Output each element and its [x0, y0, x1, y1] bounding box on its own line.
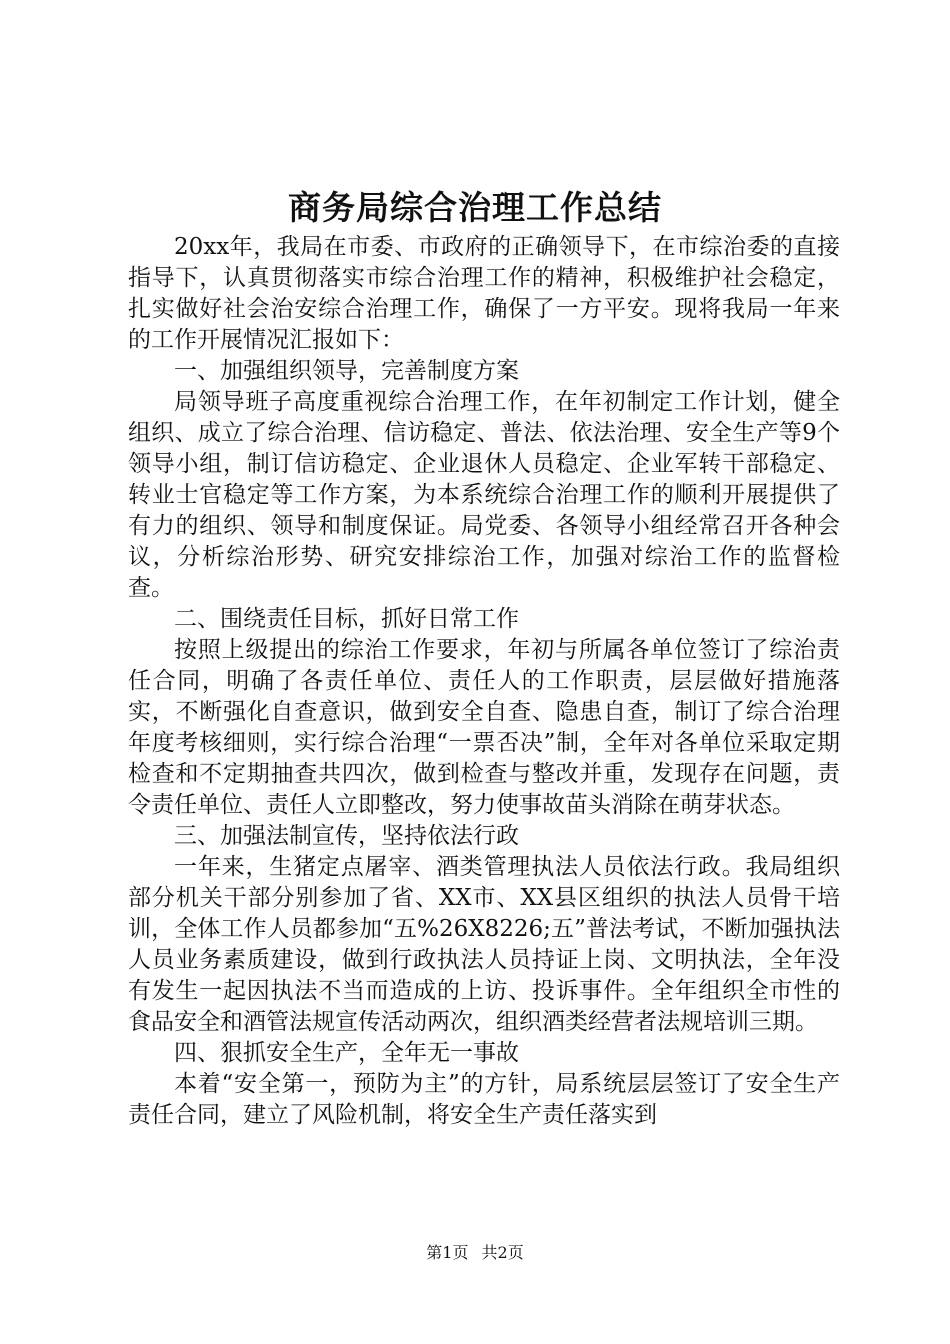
document-body [128, 232, 840, 1131]
section-heading-1: 一、加强组织领导，完善制度方案 [174, 358, 519, 384]
paragraph-section-3: 一年来，生猪定点屠宰、酒类管理执法人员依法行政。我局组织部分机关干部分别参加了省、XX市、XX县区组织的执法人员骨干培训，全体工作人员都参加“五%26X8226;五”普法考试，不断加强执法人员业务素质建设，做到行政执法人员持证上岗、文明执法，全年没有发生一起因执法不当而造成的上访、投诉事件。全年组织全市性的食品安全和酒管法规宣传活动两次，组织酒类经营者法规培训三期。 [128, 854, 840, 1035]
paragraph-section-1: 局领导班子高度重视综合治理工作，在年初制定工作计划，健全组织、成立了综合治理、信访稳定、普法、依法治理、安全生产等9个领导小组，制订信访稳定、企业退休人员稳定、企业军转干部稳定、转业士官稳定等工作方案，为本系统综合治理工作的顺利开展提供了有力的组织、领导和制度保证。局党委、各领导小组经常召开各种会议，分析综治形势、研究安排综治工作，加强对综治工作的监督检查。 [128, 389, 840, 601]
section-heading-4: 四、狠抓安全生产，全年无一事故 [174, 1040, 519, 1066]
document-title: 商务局综合治理工作总结 [288, 188, 662, 227]
paragraph-section-4: 本着“安全第一，预防为主”的方针，局系统层层签订了安全生产责任合同，建立了风险机制，将安全生产责任落实到 [128, 1071, 840, 1128]
section-heading-2: 二、围绕责任目标，抓好日常工作 [174, 606, 519, 632]
section-heading-3: 三、加强法制宣传，坚持依法行政 [174, 823, 519, 849]
page-total: 共2页 [481, 1243, 524, 1262]
page-number: 第1页 [426, 1243, 469, 1262]
paragraph-intro: 20xx年，我局在市委、市政府的正确领导下，在市综治委的直接指导下，认真贯彻落实市综合治理工作的精神，积极维护社会稳定，扎实做好社会治安综合治理工作，确保了一方平安。现将我局一年来的工作开展情况汇报如下： [128, 234, 840, 353]
paragraph-section-2: 按照上级提出的综治工作要求，年初与所属各单位签订了综治责任合同，明确了各责任单位、责任人的工作职责，层层做好措施落实，不断强化自查意识，做到安全自查、隐患自查，制订了综合治理年度考核细则，实行综合治理“一票否决”制，全年对各单位采取定期检查和不定期抽查共四次，做到检查与整改并重，发现存在问题，责令责任单位、责任人立即整改，努力使事故苗头消除在萌芽状态。 [128, 637, 840, 818]
page-footer [0, 1242, 950, 1264]
